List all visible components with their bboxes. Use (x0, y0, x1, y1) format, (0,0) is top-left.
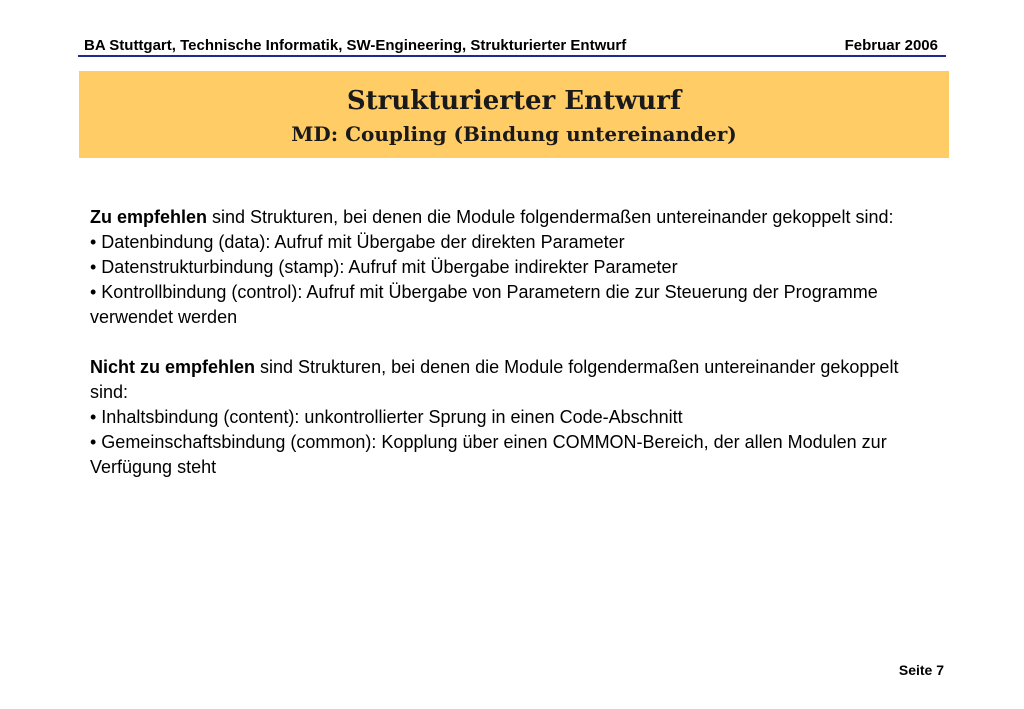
slide-title: Strukturierter Entwurf (346, 86, 682, 116)
not-recommended-lead: Nicht zu empfehlen (90, 357, 256, 377)
recommended-section (90, 205, 920, 330)
recommended-lead: Zu empfehlen (90, 207, 208, 227)
header-course-title: BA Stuttgart, Technische Informatik, SW-Engineering, Strukturierter Entwurf (84, 37, 627, 54)
recommended-intro (90, 205, 920, 230)
not-recommended-intro-text: sind Strukturen, bei denen die Module folgendermaßen untereinander gekoppelt sind: (90, 357, 899, 402)
not-recommended-item-content: • Inhaltsbindung (content): unkontrollierter Sprung in einen Code-Abschnitt (90, 407, 683, 427)
not-recommended-section (90, 355, 920, 480)
header-date: Februar 2006 (844, 37, 938, 54)
title-banner (79, 71, 949, 158)
not-recommended-item-common: • Gemeinschaftsbindung (common): Kopplung über einen COMMON-Bereich, der allen Modulen zur Verfügung steht (90, 432, 887, 477)
slide-subtitle: MD: Coupling (Bindung untereinander) (291, 122, 737, 146)
recommended-item-data: • Datenbindung (data): Aufruf mit Übergabe der direkten Parameter (90, 232, 625, 252)
slide-body (90, 205, 920, 480)
section-spacer (90, 330, 920, 355)
not-recommended-intro (90, 355, 920, 405)
recommended-item-stamp: • Datenstrukturbindung (stamp): Aufruf mit Übergabe indirekter Parameter (90, 257, 678, 277)
header-divider (78, 55, 946, 57)
recommended-intro-text: sind Strukturen, bei denen die Module folgendermaßen untereinander gekoppelt sind: (207, 207, 894, 227)
page-number: Seite 7 (898, 662, 944, 678)
recommended-item-control: • Kontrollbindung (control): Aufruf mit Übergabe von Parametern die zur Steuerung der Programme verwendet werden (90, 282, 878, 327)
